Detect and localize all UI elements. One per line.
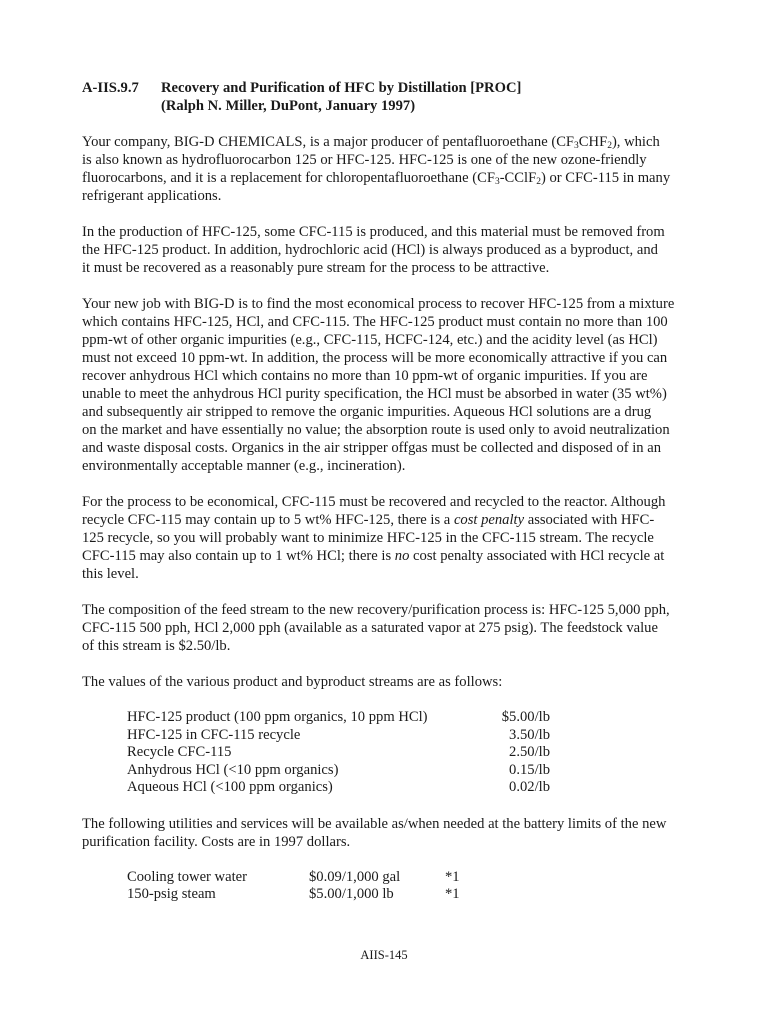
table-row: HFC-125 product (100 ppm organics, 10 ppm HCl) $5.00/lb [127, 709, 550, 725]
table-row: 150-psig steam $5.00/1,000 lb *1 [127, 886, 460, 902]
table-row: Cooling tower water $0.09/1,000 gal *1 [127, 868, 460, 885]
utilities-table [127, 869, 688, 904]
page-number: AIIS-145 [360, 948, 408, 962]
paragraph-utilities-intro: The following utilities and services will be available as/when needed at the battery limits of the new purification facility. Costs are in 1997 dollars. [82, 815, 667, 850]
section-heading [82, 79, 688, 115]
paragraph-production: In the production of HFC-125, some CFC-115 is produced, and this material must be removed from the HFC-125 product. In addition, hydrochloric acid (HCl) is always produced as a byproduct, and it must be recovered as a reasonably pure stream for the process to be attractive. [82, 224, 665, 276]
section-subtitle: (Ralph N. Miller, DuPont, January 1997) [161, 98, 416, 114]
section-title: Recovery and Purification of HFC by Distillation [PROC] [161, 80, 522, 96]
table-row: Anhydrous HCl (<10 ppm organics) 0.15/lb [127, 761, 550, 778]
paragraph-intro: Your company, BIG-D CHEMICALS, is a major producer of pentafluoroethane $(CF_3CHF_2)$, which is also known as hydrofluorocarbon 125 or HFC-125. HFC-125 is one of the new ozone-friendly fluorocarbons, and it is a replacement for chloropentafluoroethane $(CF_3-CClF_2)$ or CFC-115 in many refrigerant applications. [82, 134, 671, 204]
paragraph-values-intro: The values of the various product and byproduct streams are as follows: [82, 674, 503, 690]
product-values-table [127, 709, 688, 797]
document-body [82, 79, 688, 922]
paragraph-economics: For the process to be economical, CFC-115 must be recovered and recycled to the reactor. Although recycle CFC-115 may contain up to 5 wt% HFC-125, there is a cost penalty associated with HFC- 125 recycle, so you will probably want to minimize HFC-125 in the CFC-115 stream. The recycle CFC-115 may also contain up to 1 wt% HCl; there is no cost penalty associated with HCl recycle at this level. [82, 494, 666, 582]
table-row: HFC-125 in CFC-115 recycle 3.50/lb [127, 726, 550, 743]
table-row: Recycle CFC-115 2.50/lb [127, 744, 550, 760]
paragraph-feed: The composition of the feed stream to the new recovery/purification process is: HFC-125 5,000 pph, CFC-115 500 pph, HCl 2,000 pph (available as a saturated vapor at 275 psig). The feedstock value of this stream is $2.50/lb. [82, 602, 670, 654]
section-number: A-IIS.9.7 [82, 80, 139, 96]
paragraph-job: Your new job with BIG-D is to find the most economical process to recover HFC-125 from a mixture which contains HFC-125, HCl, and CFC-115. The HFC-125 product must contain no more than 100 ppm-wt of other organic impurities (e.g., CFC-115, HCFC-124, etc.) and the acidity level (as HCl) must not exceed 10 ppm-wt. In addition, the process will be more economically attractive if you can recover anhydrous HCl which contains no more than 10 ppm-wt of organic impurities. If you are unable to meet the anhydrous HCl purity specification, the HCl must be absorbed in water (35 wt%) and subsequently air stripped to remove the organic impurities. Aqueous HCl solutions are a drug on the market and have essentially no value; the absorption route is used only to avoid neutralization and waste disposal costs. Organics in the air stripper offgas must be collected and disposed of in an environmentally acceptable manner (e.g., incineration). [82, 296, 675, 474]
table-row: Aqueous HCl (<100 ppm organics) 0.02/lb [127, 779, 550, 795]
